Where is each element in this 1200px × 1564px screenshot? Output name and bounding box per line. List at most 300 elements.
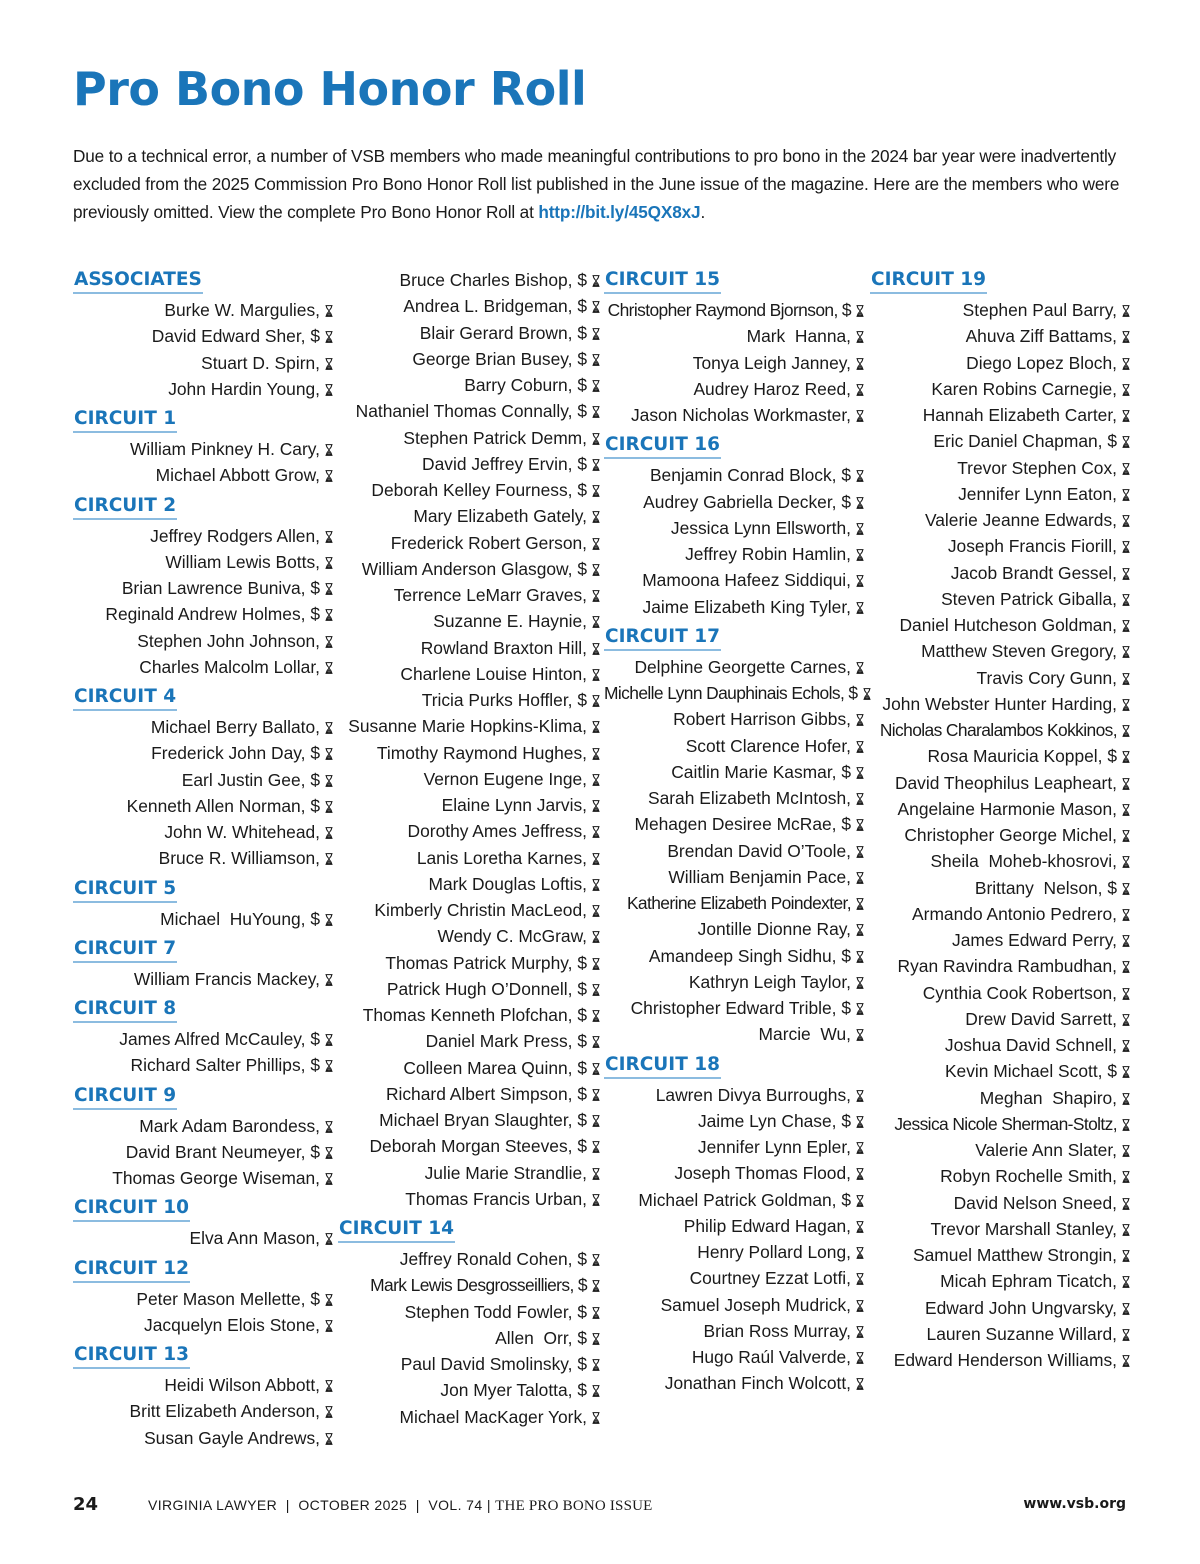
hourglass-icon [592, 616, 600, 628]
column-4 [870, 267, 1130, 1373]
honoree-name: Lauren Suzanne Willard, [926, 1323, 1117, 1344]
honoree-entry [870, 875, 1130, 901]
honoree-name: Lawren Divya Burroughs, [655, 1084, 851, 1105]
hourglass-icon [1122, 1014, 1130, 1026]
honoree-entry [73, 1225, 333, 1251]
honoree-entry [604, 706, 864, 732]
honoree-entry [870, 323, 1130, 349]
honoree-name: Stephen Paul Barry, [962, 300, 1117, 320]
hourglass-icon [1122, 1093, 1130, 1105]
hourglass-icon [856, 602, 864, 614]
honoree-entry [73, 966, 333, 992]
honoree-entry [604, 350, 864, 376]
honoree-name: Jessica Lynn Ellsworth, [670, 517, 851, 538]
honoree-entry [604, 1108, 864, 1134]
hourglass-icon [592, 748, 600, 760]
honoree-name: Hannah Elizabeth Carter, [922, 405, 1117, 425]
honoree-entry [338, 477, 600, 503]
hourglass-icon [856, 1168, 864, 1180]
hourglass-icon [325, 1433, 333, 1445]
hourglass-icon [856, 1221, 864, 1233]
hourglass-icon [592, 1254, 600, 1266]
magazine-name: VIRGINIA LAWYER | OCTOBER 2025 | VOL. 74 | [148, 1497, 496, 1513]
hourglass-icon [856, 1326, 864, 1338]
magazine-info [148, 1497, 653, 1515]
hourglass-icon [325, 662, 333, 674]
section-heading-circuit-8: CIRCUIT 8 [73, 996, 177, 1023]
honoree-entry [870, 1085, 1130, 1111]
honoree-name: John W. Whitehead, [164, 822, 320, 842]
honoree-name: Bruce R. Williamson, [158, 848, 320, 869]
honoree-entry [604, 1344, 864, 1370]
hourglass-icon [856, 1378, 864, 1390]
honoree-name: Benjamin Conrad Block, $ [649, 465, 851, 486]
hourglass-icon [592, 1412, 600, 1424]
honoree-entry [870, 1242, 1130, 1268]
honoree-entry [870, 402, 1130, 428]
hourglass-icon [592, 1063, 600, 1075]
hourglass-icon [856, 305, 864, 317]
honoree-entry [73, 601, 333, 627]
hourglass-icon [1122, 725, 1130, 737]
honoree-entry [604, 916, 864, 942]
honoree-name: Valerie Ann Slater, [975, 1140, 1117, 1160]
honoree-entry [338, 530, 600, 556]
hourglass-icon [856, 977, 864, 989]
honoree-name: Frederick Robert Gerson, [390, 532, 587, 553]
honoree-entry [73, 1372, 333, 1398]
honoree-name: Katherine Elizabeth Poindexter, [626, 893, 851, 913]
honoree-entry [338, 346, 600, 372]
honoree-entry [870, 1006, 1130, 1032]
honoree-entry [604, 1370, 864, 1396]
honoree-entry [338, 1133, 600, 1159]
honoree-entry [870, 1216, 1130, 1242]
hourglass-icon [325, 636, 333, 648]
honoree-entry [73, 1113, 333, 1139]
hourglass-icon [1122, 778, 1130, 790]
hourglass-icon [592, 1036, 600, 1048]
honoree-name: Jaime Lyn Chase, $ [697, 1110, 851, 1131]
name-list [73, 1026, 333, 1079]
honoree-name: Robyn Rochelle Smith, [940, 1166, 1117, 1187]
hourglass-icon [856, 951, 864, 963]
hourglass-icon [325, 384, 333, 396]
honoree-entry [604, 864, 864, 890]
honoree-name: Scott Clarence Hofer, [685, 735, 851, 756]
honoree-entry [604, 376, 864, 402]
name-list [73, 297, 333, 402]
honoree-entry [870, 507, 1130, 533]
honoree-name: Nathaniel Thomas Connally, $ [355, 401, 587, 422]
website-link[interactable]: www.vsb.org [1023, 1496, 1126, 1512]
honoree-name: Diego Lopez Bloch, [966, 352, 1117, 373]
honoree-entry [73, 1286, 333, 1312]
hourglass-icon [1122, 1250, 1130, 1262]
honoree-entry [73, 436, 333, 462]
honoree-name: Rowland Braxton Hill, [420, 637, 587, 658]
honoree-entry [604, 680, 864, 706]
section-heading-circuit-9: CIRCUIT 9 [73, 1083, 177, 1110]
section-heading-circuit-12: CIRCUIT 12 [73, 1256, 190, 1283]
honoree-entry [338, 1107, 600, 1133]
hourglass-icon [592, 564, 600, 576]
honoree-entry [73, 1165, 333, 1191]
honoree-entry [73, 523, 333, 549]
honoree-name: Michael Berry Ballato, [150, 717, 320, 737]
honoree-name: Heidi Wilson Abbott, [164, 1375, 320, 1395]
honoree-entry [338, 1404, 600, 1430]
honoree-entry [338, 897, 600, 923]
honoree-name: Kevin Michael Scott, $ [944, 1061, 1117, 1082]
hourglass-icon [1122, 1040, 1130, 1052]
hourglass-icon [592, 800, 600, 812]
hourglass-icon [592, 984, 600, 996]
honoree-entry [604, 759, 864, 785]
name-list [870, 297, 1130, 1373]
hourglass-icon [856, 714, 864, 726]
honoree-name: Sheila Moheb-khosrovi, [930, 851, 1117, 872]
page-footer [0, 1494, 1200, 1518]
hourglass-icon [856, 549, 864, 561]
honoree-entry [870, 1111, 1130, 1137]
honoree-entry [604, 1082, 864, 1108]
hourglass-icon [325, 531, 333, 543]
honoree-entry [870, 953, 1130, 979]
section-heading-associates: ASSOCIATES [73, 267, 203, 294]
honoree-name: Mehagen Desiree McRae, $ [634, 814, 851, 835]
honoree-entry [604, 969, 864, 995]
honoree-entry [73, 819, 333, 845]
hourglass-icon [592, 1280, 600, 1292]
honoree-name: Jennifer Lynn Eaton, [958, 483, 1117, 504]
honoree-entry [338, 818, 600, 844]
honoree-name: Elaine Lynn Jarvis, [441, 795, 587, 815]
honoree-name: Steven Patrick Giballa, [941, 588, 1117, 609]
honoree-entry [604, 890, 864, 916]
honoree-name: Henry Pollard Long, [697, 1242, 851, 1262]
honoree-entry [870, 1295, 1130, 1321]
honoree-name: Charles Malcolm Lollar, [139, 656, 320, 677]
honoree-entry [870, 376, 1130, 402]
section-heading-circuit-14: CIRCUIT 14 [338, 1216, 455, 1243]
honoree-name: Terrence LeMarr Graves, [393, 585, 587, 605]
honor-roll-link[interactable]: http://bit.ly/45QX8xJ [538, 202, 701, 222]
hourglass-icon [1122, 909, 1130, 921]
honoree-name: Wendy C. McGraw, [437, 926, 587, 947]
name-list [73, 1113, 333, 1192]
honoree-name: Jonathan Finch Wolcott, [664, 1373, 851, 1394]
hourglass-icon [325, 827, 333, 839]
hourglass-icon [592, 774, 600, 786]
honoree-name: Micah Ephram Ticatch, [940, 1271, 1117, 1292]
honoree-entry [338, 267, 600, 293]
hourglass-icon [592, 643, 600, 655]
honoree-name: Marcie Wu, [758, 1024, 851, 1045]
honoree-name: Suzanne E. Haynie, [433, 611, 587, 632]
honoree-entry [870, 743, 1130, 769]
intro-text: Due to a technical error, a number of VSB members who made meaningful contributions to pro bono in the 2024 bar year were inadvertently excluded from the 2025 Commission Pro Bono Honor Roll list published in the June issue of the magazine. Here are the members who were previously omitted. View the complete Pro Bono Honor Roll at [73, 146, 1120, 222]
hourglass-icon [856, 846, 864, 858]
hourglass-icon [325, 801, 333, 813]
honoree-entry [870, 297, 1130, 323]
honoree-entry [604, 811, 864, 837]
hourglass-icon [856, 741, 864, 753]
page-title: Pro Bono Honor Roll [73, 62, 587, 116]
honoree-name: Joseph Thomas Flood, [674, 1163, 851, 1184]
section-heading-circuit-16: CIRCUIT 16 [604, 432, 721, 459]
honoree-name: Lanis Loretha Karnes, [416, 847, 587, 868]
honoree-name: Mary Elizabeth Gately, [413, 506, 587, 527]
honoree-entry [604, 402, 864, 428]
honoree-name: Karen Robins Carnegie, [931, 378, 1117, 399]
honoree-entry [338, 661, 600, 687]
honoree-name: Jennifer Lynn Epler, [697, 1137, 851, 1157]
honoree-entry [338, 1377, 600, 1403]
honoree-name: Audrey Haroz Reed, [693, 378, 851, 399]
honoree-name: Thomas George Wiseman, [112, 1168, 320, 1188]
honoree-entry [338, 766, 600, 792]
honoree-entry [870, 1268, 1130, 1294]
hourglass-icon [856, 793, 864, 805]
honoree-name: James Alfred McCauley, $ [119, 1029, 320, 1049]
honoree-name: Christopher George Michel, [904, 825, 1117, 845]
honoree-entry [870, 691, 1130, 717]
honoree-entry [73, 297, 333, 323]
honoree-name: Sarah Elizabeth McIntosh, [648, 788, 851, 808]
honoree-entry [73, 767, 333, 793]
honoree-name: Andrea L. Bridgeman, $ [403, 296, 587, 317]
hourglass-icon [592, 1141, 600, 1153]
honoree-name: Rosa Mauricia Koppel, $ [927, 746, 1117, 767]
honoree-entry [338, 1246, 600, 1272]
honoree-name: Kenneth Allen Norman, $ [126, 795, 320, 816]
section-heading-circuit-15: CIRCUIT 15 [604, 267, 721, 294]
honoree-name: Jaime Elizabeth King Tyler, [642, 596, 851, 617]
honoree-entry [870, 927, 1130, 953]
hourglass-icon [325, 444, 333, 456]
honoree-entry [870, 901, 1130, 927]
honoree-name: Nicholas Charalambos Kokkinos, [879, 720, 1117, 740]
honoree-name: Paul David Smolinsky, $ [400, 1354, 587, 1374]
honoree-name: Susan Gayle Andrews, [144, 1427, 320, 1448]
honoree-name: Brendan David O’Toole, [667, 840, 851, 861]
honoree-entry [870, 665, 1130, 691]
honoree-entry [870, 455, 1130, 481]
name-list [604, 1082, 864, 1397]
honoree-entry [870, 1190, 1130, 1216]
honoree-entry [338, 398, 600, 424]
hourglass-icon [1122, 1329, 1130, 1341]
honoree-entry [338, 608, 600, 634]
honoree-entry [338, 451, 600, 477]
honoree-name: Joshua David Schnell, [944, 1035, 1117, 1055]
name-list [73, 966, 333, 992]
honoree-entry [338, 1081, 600, 1107]
honoree-name: David Edward Sher, $ [151, 326, 320, 347]
honoree-entry [73, 575, 333, 601]
name-list [73, 1286, 333, 1339]
hourglass-icon [1122, 856, 1130, 868]
honoree-entry [338, 320, 600, 346]
honoree-name: Colleen Marea Quinn, $ [403, 1057, 587, 1078]
hourglass-icon [856, 497, 864, 509]
hourglass-icon [1122, 646, 1130, 658]
hourglass-icon [1122, 961, 1130, 973]
honoree-entry [604, 1187, 864, 1213]
hourglass-icon [592, 931, 600, 943]
honoree-name: Britt Elizabeth Anderson, [129, 1401, 320, 1422]
honoree-entry [338, 687, 600, 713]
hourglass-icon [856, 1142, 864, 1154]
hourglass-icon [592, 1385, 600, 1397]
hourglass-icon [1122, 1066, 1130, 1078]
intro-end: . [700, 202, 706, 222]
page-number: 24 [73, 1494, 99, 1515]
hourglass-icon [1122, 515, 1130, 527]
honoree-entry [870, 1032, 1130, 1058]
section-heading-circuit-4: CIRCUIT 4 [73, 684, 177, 711]
honoree-name: David Jeffrey Ervin, $ [422, 453, 587, 474]
honoree-name: Blair Gerard Brown, $ [419, 322, 587, 343]
hourglass-icon [1122, 1145, 1130, 1157]
honoree-name: Samuel Matthew Strongin, [913, 1245, 1117, 1265]
honoree-name: Cynthia Cook Robertson, [922, 982, 1117, 1003]
honoree-name: Charlene Louise Hinton, [400, 663, 587, 684]
honoree-name: Jacquelyn Elois Stone, [144, 1314, 320, 1335]
honoree-entry [870, 533, 1130, 559]
hourglass-icon [592, 1115, 600, 1127]
hourglass-icon [325, 1060, 333, 1072]
hourglass-icon [325, 914, 333, 926]
honoree-entry [338, 845, 600, 871]
hourglass-icon [325, 1121, 333, 1133]
honoree-entry [604, 943, 864, 969]
section-heading-circuit-10: CIRCUIT 10 [73, 1195, 190, 1222]
name-list [338, 1246, 600, 1430]
honoree-entry [338, 1028, 600, 1054]
hourglass-icon [856, 872, 864, 884]
hourglass-icon [1122, 331, 1130, 343]
honoree-entry [870, 822, 1130, 848]
honoree-entry [338, 1351, 600, 1377]
honoree-entry [870, 638, 1130, 664]
hourglass-icon [856, 358, 864, 370]
honoree-entry [604, 323, 864, 349]
hourglass-icon [325, 583, 333, 595]
honoree-entry [338, 1272, 600, 1298]
honoree-name: Frederick John Day, $ [151, 743, 320, 764]
hourglass-icon [856, 1195, 864, 1207]
honoree-entry [338, 950, 600, 976]
honoree-entry [604, 1021, 864, 1047]
hourglass-icon [856, 1300, 864, 1312]
hourglass-icon [592, 853, 600, 865]
honoree-entry [870, 560, 1130, 586]
name-list [338, 267, 600, 1212]
name-list [604, 462, 864, 620]
honoree-name: George Brian Busey, $ [412, 348, 587, 369]
honoree-name: Jeffrey Ronald Cohen, $ [399, 1249, 587, 1269]
honoree-name: William Pinkney H. Cary, [129, 439, 320, 459]
honoree-name: Christopher Edward Trible, $ [630, 998, 851, 1018]
hourglass-icon [856, 898, 864, 910]
hourglass-icon [1122, 463, 1130, 475]
honoree-entry [73, 740, 333, 766]
honoree-entry [338, 1186, 600, 1212]
honoree-entry [73, 350, 333, 376]
hourglass-icon [856, 575, 864, 587]
honoree-name: Delphine Georgette Carnes, [634, 656, 851, 677]
honoree-name: Mark Douglas Loftis, [428, 873, 587, 894]
honoree-entry [73, 1052, 333, 1078]
honoree-entry [73, 714, 333, 740]
hourglass-icon [592, 459, 600, 471]
name-list [73, 1225, 333, 1251]
honoree-name: Jason Nicholas Workmaster, [630, 405, 851, 425]
honoree-entry [73, 1026, 333, 1052]
section-heading-circuit-18: CIRCUIT 18 [604, 1052, 721, 1079]
honoree-name: Michael MacKager York, [399, 1406, 587, 1427]
hourglass-icon [325, 775, 333, 787]
hourglass-icon [1122, 384, 1130, 396]
honoree-name: Tonya Leigh Janney, [692, 352, 851, 373]
honoree-name: Timothy Raymond Hughes, [376, 742, 587, 763]
hourglass-icon [1122, 541, 1130, 553]
honoree-name: Philip Edward Hagan, [683, 1215, 851, 1236]
honoree-name: John Hardin Young, [168, 378, 320, 399]
honoree-name: Michael Bryan Slaughter, $ [379, 1110, 587, 1130]
name-list [73, 436, 333, 489]
honoree-name: Jessica Nicole Sherman-Stoltz, [894, 1113, 1117, 1134]
hourglass-icon [592, 1333, 600, 1345]
honoree-name: Meghan Shapiro, [979, 1087, 1117, 1108]
honoree-name: Bruce Charles Bishop, $ [399, 270, 587, 290]
honoree-name: James Edward Perry, [952, 930, 1117, 950]
honoree-entry [338, 582, 600, 608]
honoree-name: Audrey Gabriella Decker, $ [643, 491, 851, 512]
section-heading-circuit-19: CIRCUIT 19 [870, 267, 987, 294]
honoree-name: Kathryn Leigh Taylor, [688, 971, 851, 992]
honoree-name: Brian Ross Murray, [703, 1320, 851, 1341]
honoree-name: Daniel Mark Press, $ [425, 1031, 587, 1052]
honoree-name: Edward Henderson Williams, [893, 1350, 1117, 1370]
honoree-name: Michael Patrick Goldman, $ [638, 1189, 851, 1210]
honoree-name: Elva Ann Mason, [189, 1228, 320, 1249]
hourglass-icon [325, 853, 333, 865]
hourglass-icon [592, 1194, 600, 1206]
hourglass-icon [1122, 1355, 1130, 1367]
hourglass-icon [592, 433, 600, 445]
honoree-entry [604, 995, 864, 1021]
honoree-name: Mark Lewis Desgrosseilliers, $ [370, 1275, 587, 1296]
honoree-entry [73, 1139, 333, 1165]
section-heading-circuit-7: CIRCUIT 7 [73, 936, 177, 963]
section-heading-circuit-1: CIRCUIT 1 [73, 406, 177, 433]
honoree-entry [870, 481, 1130, 507]
hourglass-icon [592, 958, 600, 970]
honoree-name: Edward John Ungvarsky, [924, 1297, 1117, 1318]
hourglass-icon [1122, 751, 1130, 763]
hourglass-icon [856, 767, 864, 779]
honoree-name: David Theophilus Leapheart, [894, 772, 1117, 793]
honoree-entry [338, 1002, 600, 1028]
hourglass-icon [592, 275, 600, 287]
hourglass-icon [1122, 804, 1130, 816]
section-heading-circuit-17: CIRCUIT 17 [604, 624, 721, 651]
hourglass-icon [592, 511, 600, 523]
honoree-entry [338, 293, 600, 319]
